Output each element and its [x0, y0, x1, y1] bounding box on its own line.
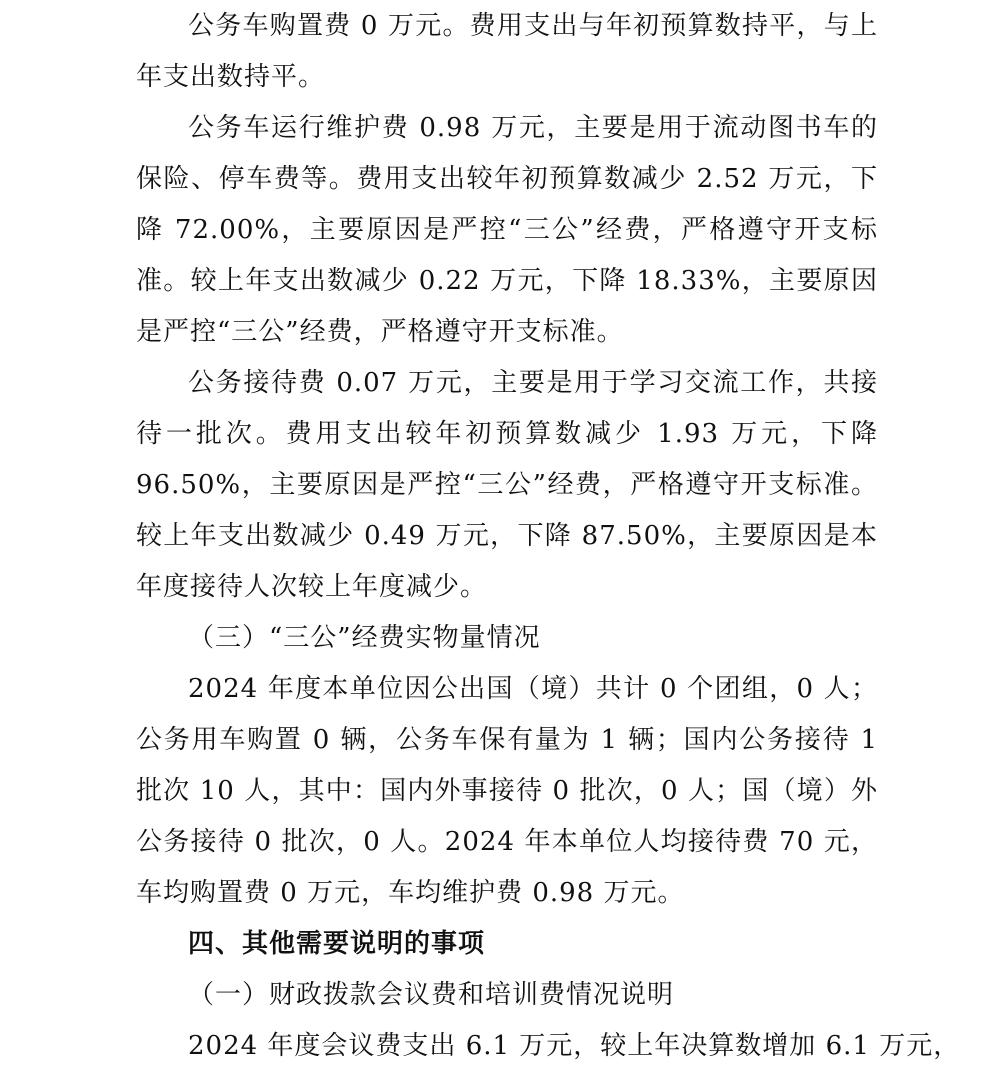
paragraph-physical-quantity: 2024 年度本单位因公出国（境）共计 0 个团组，0 人；公务用车购置 0 辆，公务车保有量为 1 辆；国内公务接待 1 批次 10 人，其中：国内外事接待 0 批次，0 人；国（境）外公务接待 0 批次，0 人。2024 年本单位人均接待费 70 元，车均购置费 0 万元，车均维护费 0.98 万元。 [136, 674, 878, 908]
document-page [136, 0, 961, 1072]
heading-section-four: 四、其他需要说明的事项 [188, 929, 486, 959]
paragraph-vehicle-maintenance: 公务车运行维护费 0.98 万元，主要是用于流动图书车的保险、停车费等。费用支出较年初预算数减少 2.52 万元，下降 72.00%，主要原因是严控“三公”经费，严格遵守开支标准。较上年支出数减少 0.22 万元，下降 18.33%，主要原因是严控“三公”经费，严格遵守开支标准。 [136, 113, 878, 347]
paragraph-meeting-fee: 2024 年度会议费支出 6.1 万元，较上年决算数增加 6.1 万元， [188, 1031, 961, 1061]
heading-physical-quantity: （三）“三公”经费实物量情况 [188, 623, 541, 653]
paragraph-vehicle-purchase: 公务车购置费 0 万元。费用支出与年初预算数持平，与上年支出数持平。 [136, 11, 878, 92]
paragraph-reception: 公务接待费 0.07 万元，主要是用于学习交流工作，共接待一批次。费用支出较年初预算数减少 1.93 万元，下降 96.50%，主要原因是严控“三公”经费，严格遵守开支标准。较上年支出数减少 0.49 万元，下降 87.50%，主要原因是本年度接待人次较上年度减少。 [136, 368, 878, 602]
heading-subsection-one: （一）财政拨款会议费和培训费情况说明 [188, 980, 675, 1010]
